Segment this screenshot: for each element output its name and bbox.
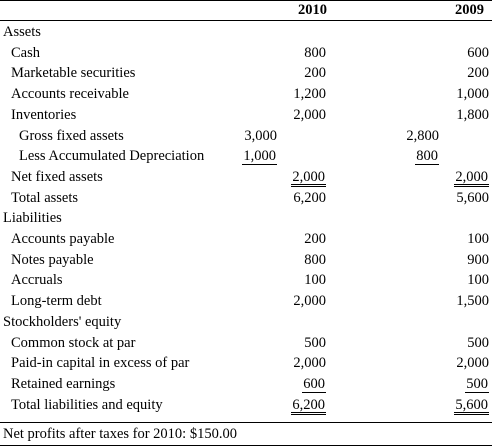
value-v2010 (293, 105, 326, 126)
row-label: Assets (3, 24, 41, 40)
value-text: 200 (304, 231, 326, 247)
value-text: 800 (304, 44, 326, 61)
value-s2009 (406, 126, 439, 147)
value-s2010 (242, 146, 277, 167)
row-label: Gross fixed assets (19, 127, 124, 144)
value-s2010 (244, 126, 277, 147)
value-text: 1,500 (456, 293, 489, 310)
row-label: Total assets (11, 189, 79, 206)
table-row (0, 22, 492, 43)
row-label: Liabilities (3, 210, 62, 227)
table-row (0, 126, 492, 147)
value-text: 1,000 (243, 148, 276, 165)
value-text: 1,000 (456, 86, 489, 103)
value-text: 500 (304, 334, 326, 351)
row-label: Total liabilities and equity (11, 396, 163, 413)
value-text: 2,000 (292, 168, 325, 185)
value-text: 100 (467, 231, 489, 247)
row-label: Cash (11, 44, 40, 61)
header-bottom-rule (0, 20, 492, 21)
value-v2009 (465, 374, 489, 395)
value-v2010 (293, 188, 326, 209)
value-text: 800 (416, 148, 438, 165)
value-text: 600 (467, 44, 489, 61)
value-text: 900 (467, 251, 489, 268)
value-text: 500 (467, 334, 489, 351)
value-v2010 (304, 43, 326, 64)
value-text: 100 (467, 272, 489, 289)
table-row (0, 312, 492, 333)
table-row (0, 188, 492, 209)
row-label: Accruals (11, 272, 63, 289)
value-text: 200 (467, 65, 489, 82)
header-top-rule (0, 0, 492, 1)
value-text: 1,800 (456, 106, 489, 123)
value-v2009 (456, 105, 489, 126)
value-text: 2,000 (293, 106, 326, 123)
value-v2009 (456, 291, 489, 312)
value-text: 6,200 (293, 189, 326, 206)
value-v2010 (293, 291, 326, 312)
row-label: Less Accumulated Depreciation (19, 148, 205, 165)
value-v2010 (293, 353, 326, 374)
year-2009-heading: 2009 (455, 2, 484, 18)
table-row (0, 84, 492, 105)
value-v2010 (291, 395, 326, 416)
value-v2009 (456, 188, 489, 209)
value-text: 2,000 (293, 355, 326, 372)
year-2010-heading: 2010 (298, 2, 327, 18)
value-text: 500 (466, 375, 488, 392)
row-label: Stockholders' equity (3, 313, 122, 330)
row-label: Marketable securities (11, 65, 136, 82)
table-row (0, 353, 492, 374)
value-text: 100 (304, 272, 326, 289)
table-row (0, 167, 492, 188)
value-text: 3,000 (244, 127, 277, 144)
value-v2009 (467, 333, 489, 354)
value-v2010 (293, 84, 326, 105)
value-v2009 (467, 270, 489, 291)
footer-note: Net profits after taxes for 2010: $150.00 (3, 426, 237, 442)
row-label: Long-term debt (11, 293, 102, 310)
table-row (0, 250, 492, 271)
value-v2010 (302, 374, 326, 395)
value-v2009 (467, 63, 489, 84)
value-v2009 (456, 353, 489, 374)
value-s2009 (415, 146, 439, 167)
value-text: 2,000 (456, 355, 489, 372)
value-text: 200 (304, 65, 326, 82)
table-row (0, 291, 492, 312)
table-row (0, 374, 492, 395)
value-v2010 (304, 229, 326, 250)
value-v2010 (304, 63, 326, 84)
value-v2009 (467, 250, 489, 271)
table-row (0, 333, 492, 354)
value-v2010 (304, 250, 326, 271)
value-text: 2,800 (406, 127, 439, 144)
value-v2010 (304, 333, 326, 354)
row-label: Common stock at par (11, 334, 136, 351)
value-v2010 (304, 270, 326, 291)
value-v2010 (291, 167, 326, 188)
value-text: 5,600 (456, 189, 489, 206)
table-row (0, 229, 492, 250)
row-label: Notes payable (11, 251, 94, 268)
table-row (0, 270, 492, 291)
row-label: Accounts receivable (11, 86, 129, 103)
value-v2009 (467, 43, 489, 64)
value-v2009 (454, 167, 489, 188)
table-row (0, 208, 492, 229)
value-v2009 (456, 84, 489, 105)
row-label: Accounts payable (11, 231, 115, 247)
table-row (0, 43, 492, 64)
value-text: 600 (303, 375, 325, 392)
row-label: Inventories (11, 106, 77, 123)
table-row (0, 63, 492, 84)
bottom-rule (0, 445, 492, 446)
row-label: Net fixed assets (11, 168, 103, 185)
table-row (0, 105, 492, 126)
table-row (0, 146, 492, 167)
value-text: 2,000 (293, 293, 326, 310)
value-text: 5,600 (455, 396, 488, 413)
value-text: 6,200 (292, 396, 325, 413)
value-text: 800 (304, 251, 326, 268)
value-v2009 (467, 229, 489, 250)
footer-rule (0, 422, 492, 423)
value-v2009 (454, 395, 489, 416)
value-text: 1,200 (293, 86, 326, 103)
row-label: Retained earnings (11, 375, 116, 392)
column-header (0, 0, 492, 22)
row-label: Paid-in capital in excess of par (11, 355, 190, 372)
table-row (0, 395, 492, 416)
value-text: 2,000 (455, 168, 488, 185)
